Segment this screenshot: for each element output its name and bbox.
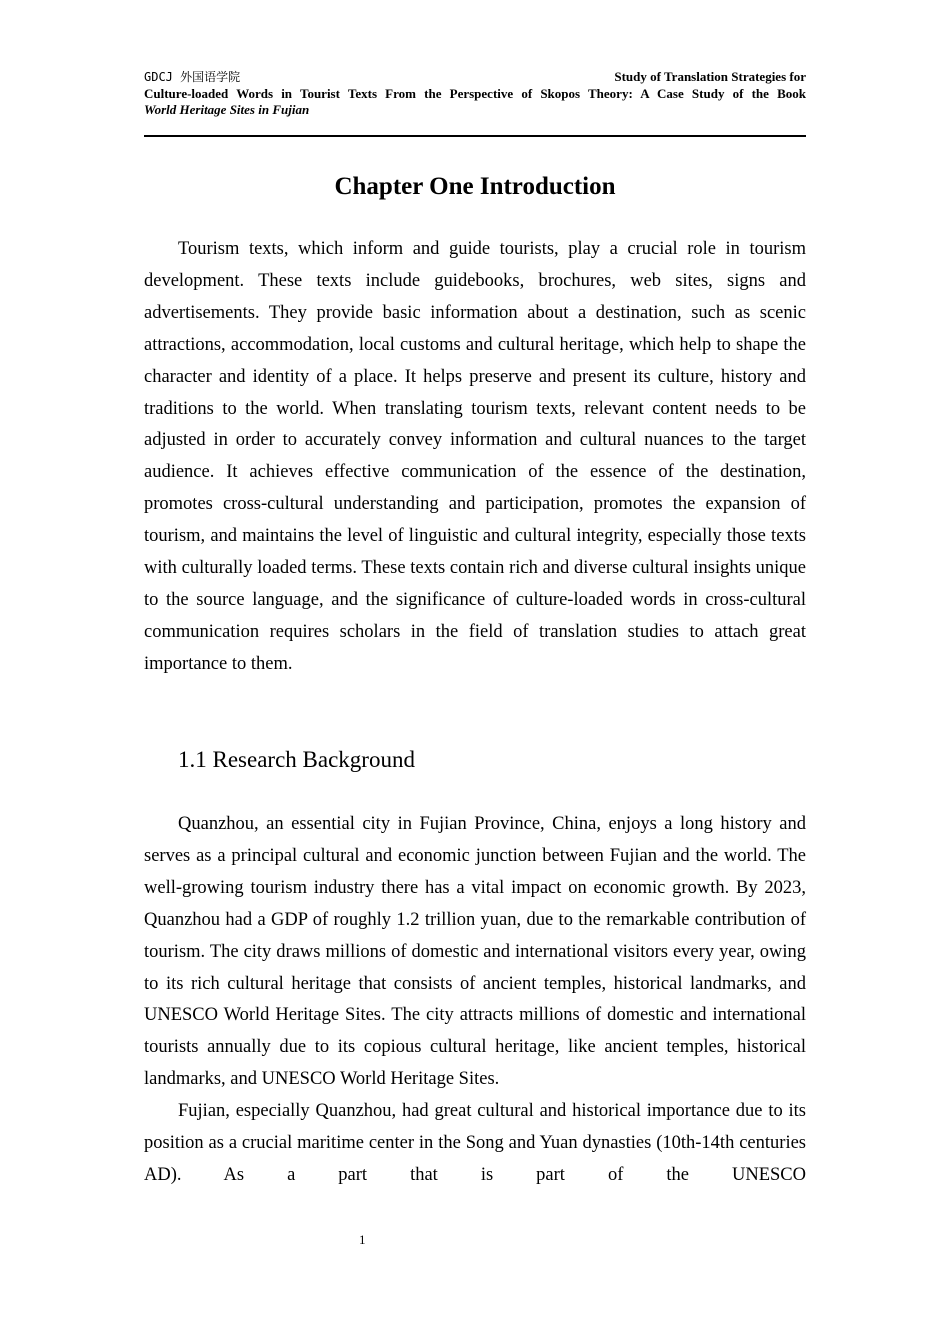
background-section [144, 809, 806, 1192]
background-paragraph-2: Fujian, especially Quanzhou, had great cultural and historical importance due to its position as a crucial maritime center in the Song and Yuan dynasties (10th-14th centuries AD). As a part that is part of the UNESCO [144, 1101, 806, 1185]
intro-paragraph: Tourism texts, which inform and guide tourists, play a crucial role in tourism development. These texts include guidebooks, brochures, web sites, signs and advertisements. They provide basic information about a destination, such as scenic attractions, accommodation, local customs and cultural heritage, which help to shape the character and identity of a place. It helps preserve and present its culture, history and traditions to the world. When translating tourism texts, relevant content needs to be adjusted in order to accurately convey information and cultural nuances to the target audience. It achieves effective communication of the essence of the destination, promotes cross-cultural understanding and participation, promotes the expansion of tourism, and maintains the level of linguistic and cultural integrity, especially those texts with culturally loaded terms. These texts contain rich and diverse cultural insights unique to the source language, and the significance of culture-loaded words in cross-cultural communication requires scholars in the field of translation studies to attach great importance to them. [144, 239, 806, 674]
header-divider [144, 135, 806, 137]
page-number: 1 [359, 1232, 366, 1247]
section-heading: 1.1 Research Background [178, 747, 415, 772]
header-title-line3: World Heritage Sites in Fujian [144, 102, 310, 117]
intro-section [144, 234, 806, 681]
background-paragraph-1: Quanzhou, an essential city in Fujian Province, China, enjoys a long history and serves as a principal cultural and economic junction between Fujian and the world. The well-growing tourism industry there has a vital impact on economic growth. By 2023, Quanzhou had a GDP of roughly 1.2 trillion yuan, due to the remarkable contribution of tourism. The city draws millions of domestic and international visitors every year, owing to its rich cultural heritage that consists of ancient temples, historical landmarks, and UNESCO World Heritage Sites. The city attracts millions of domestic and international tourists annually due to its copious cultural heritage, like ancient temples, historical landmarks, and UNESCO World Heritage Sites. [144, 814, 806, 1090]
header-institution: GDCJ 外国语学院 [144, 70, 241, 84]
header-title-line2: Culture-loaded Words in Tourist Texts From the Perspective of Skopos Theory: A Case Study of the Book [144, 86, 806, 101]
chapter-title: Chapter One Introduction [334, 173, 616, 200]
header-title-line1: Study of Translation Strategies for [614, 69, 806, 84]
